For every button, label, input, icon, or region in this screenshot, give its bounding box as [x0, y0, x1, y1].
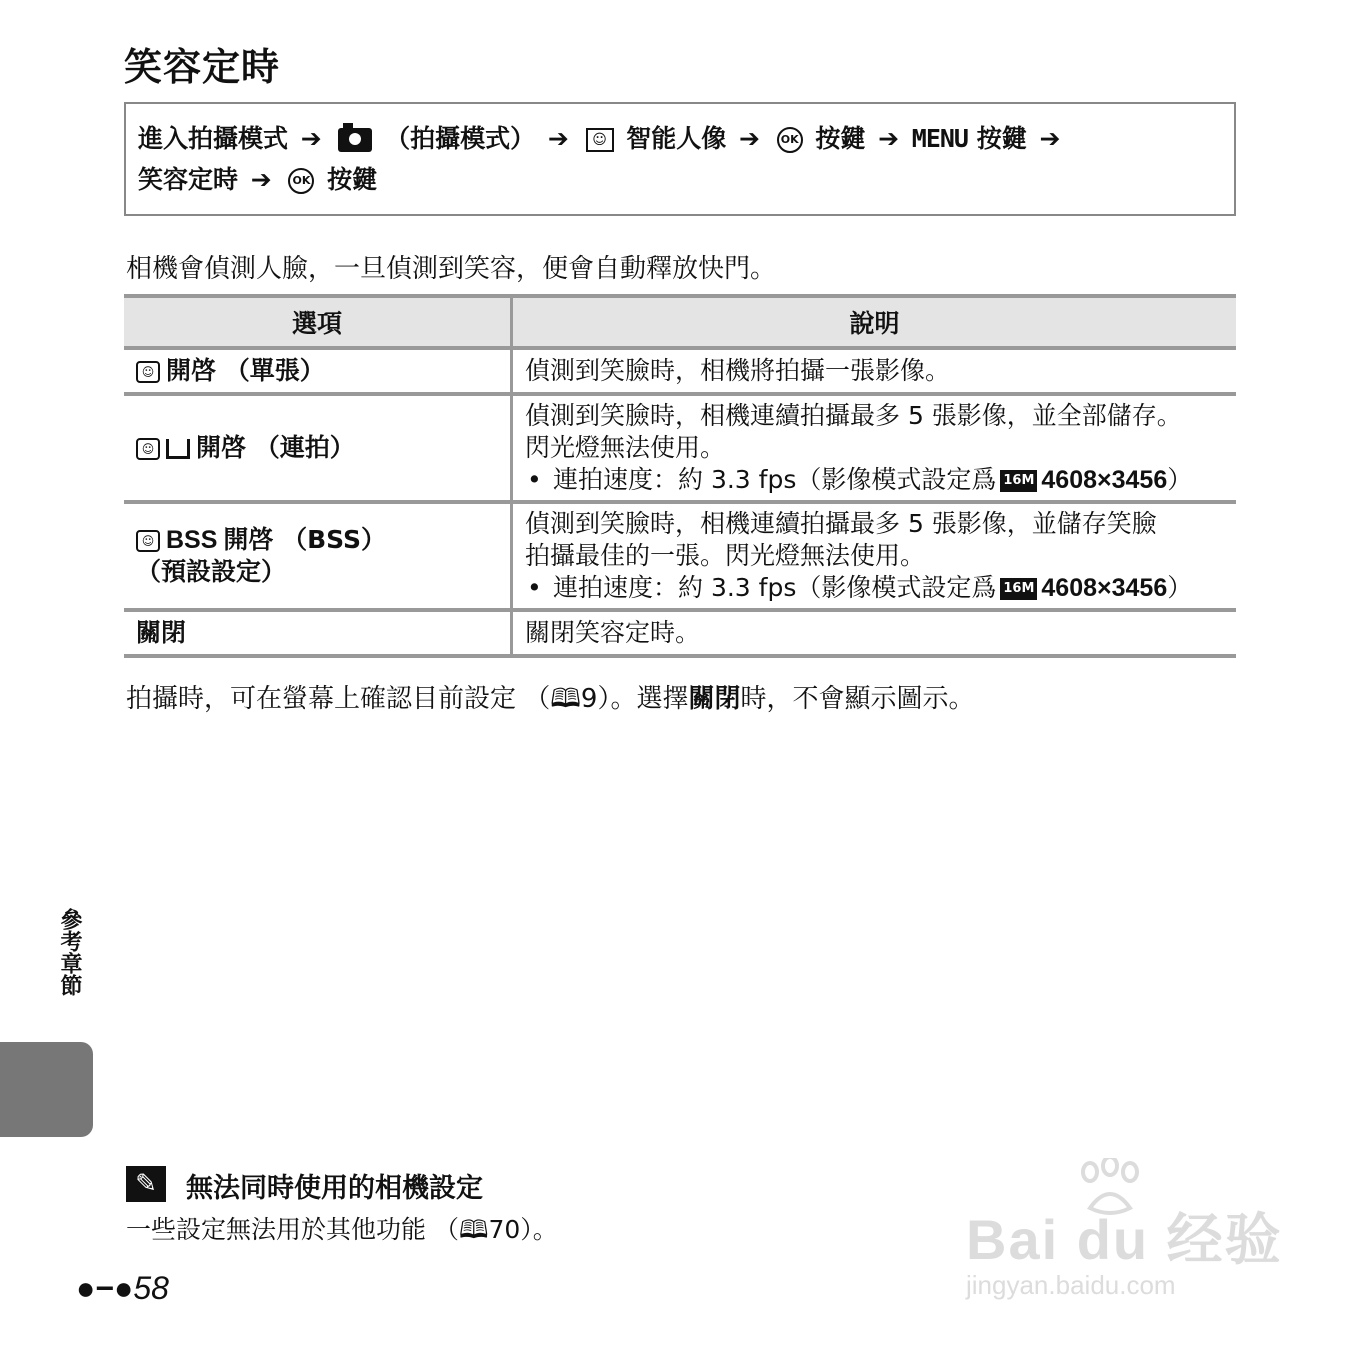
description-cell [512, 502, 1237, 610]
option-label: 開啓 （連拍） [196, 433, 355, 462]
bullet-item [525, 464, 1224, 496]
arrow-icon: ➔ [250, 165, 272, 194]
column-header-option: 選項 [124, 296, 512, 348]
nav-step-smart-portrait: 智能人像 [626, 124, 727, 153]
note-text [126, 1210, 558, 1254]
smile-timer-icon: ☺ [136, 361, 160, 383]
option-label: 關閉 [136, 618, 187, 647]
description-line: 拍攝最佳的一張。閃光燈無法使用。 [525, 541, 926, 570]
ok-button-icon: OK [288, 168, 314, 194]
options-table [124, 294, 1236, 658]
resolution-text: 4608×3456 [1041, 574, 1168, 602]
side-chapter-label: 參考章節 [57, 908, 82, 996]
option-label-default: （預設設定） [136, 557, 287, 586]
smart-portrait-icon: ☺ [586, 128, 614, 152]
table-row [124, 348, 1236, 394]
watermark [966, 1196, 1283, 1301]
menu-button-label: MENU [911, 124, 968, 153]
table-header-row [124, 296, 1236, 348]
after-text-bold: 關閉 [688, 684, 741, 714]
book-icon: 🕮 [550, 684, 581, 714]
page-number-value: 58 [133, 1270, 169, 1306]
watermark-logo-text: Bai du 经验 [966, 1208, 1283, 1271]
bullet-text: 連拍速度：約 3.3 fps（影像模式設定爲 [553, 465, 997, 494]
pencil-note-icon: ✎ [126, 1166, 166, 1202]
note-text-post: ）。 [520, 1215, 558, 1244]
table-row [124, 610, 1236, 656]
image-mode-16m-icon: 16M [1000, 470, 1037, 492]
ok-button-icon: OK [777, 127, 803, 153]
nav-step-button: 按鍵 [976, 124, 1027, 153]
reference-section-icon: ●−● [76, 1270, 134, 1306]
arrow-icon: ➔ [1039, 124, 1061, 153]
nav-step-button: 按鍵 [815, 124, 866, 153]
bullet-text: 連拍速度：約 3.3 fps（影像模式設定爲 [553, 573, 997, 602]
after-text-post: 時，不會顯示圖示。 [740, 684, 975, 714]
nav-step-shooting-mode: 進入拍攝模式 [138, 124, 289, 153]
nav-step-shooting-mode-label: （拍攝模式） [385, 124, 536, 153]
option-cell [124, 610, 512, 656]
note-text-pre: 一些設定無法用於其他功能 （ [126, 1215, 459, 1244]
bullet-item [525, 572, 1224, 604]
page-reference-link[interactable]: 70 [488, 1215, 521, 1244]
description-line: 偵測到笑臉時，相機連續拍攝最多 5 張影像，並儲存笑臉 [525, 509, 1157, 538]
nav-line-2 [138, 159, 1222, 200]
option-label: 開啓 （單張） [166, 356, 325, 385]
after-table-text [126, 678, 975, 724]
page-reference-link[interactable]: 9 [580, 684, 598, 714]
nav-step-button: 按鍵 [327, 165, 378, 194]
table-row [124, 394, 1236, 502]
description-line: 閃光燈無法使用。 [525, 433, 726, 462]
option-label: 開啓 （BSS） [223, 525, 387, 554]
bss-icon: BSS [166, 526, 218, 554]
camera-icon [338, 128, 372, 152]
resolution-text: 4608×3456 [1041, 466, 1168, 494]
arrow-icon: ➔ [878, 124, 900, 153]
arrow-icon: ➔ [300, 124, 322, 153]
after-text-mid: ）。選擇 [597, 684, 689, 714]
after-text-pre: 拍攝時，可在螢幕上確認目前設定 （ [126, 684, 551, 714]
page-number [76, 1270, 169, 1307]
continuous-shooting-icon [166, 439, 190, 459]
description-cell [512, 348, 1237, 394]
watermark-url: jingyan.baidu.com [966, 1270, 1176, 1300]
column-header-description: 說明 [512, 296, 1237, 348]
navigation-path-box [124, 102, 1236, 216]
intro-text: 相機會偵測人臉，一旦偵測到笑容，便會自動釋放快門。 [126, 254, 777, 284]
nav-step-smile-timer: 笑容定時 [138, 165, 239, 194]
description-cell [512, 394, 1237, 502]
description-cell [512, 610, 1237, 656]
option-cell [124, 348, 512, 394]
arrow-icon: ➔ [738, 124, 760, 153]
table-row [124, 502, 1236, 610]
description-line: 偵測到笑臉時，相機將拍攝一張影像。 [525, 356, 951, 385]
bullet-text-end: ） [1167, 465, 1193, 494]
option-cell [124, 394, 512, 502]
note-title: 無法同時使用的相機設定 [186, 1173, 483, 1204]
description-line: 關閉笑容定時。 [525, 618, 701, 647]
page-title: 笑容定時 [124, 45, 281, 89]
arrow-icon: ➔ [547, 124, 569, 153]
bullet-text-end: ） [1167, 573, 1193, 602]
book-icon: 🕮 [458, 1215, 489, 1244]
nav-line-1 [138, 118, 1222, 159]
description-line: 偵測到笑臉時，相機連續拍攝最多 5 張影像，並全部儲存。 [525, 401, 1182, 430]
option-cell [124, 502, 512, 610]
image-mode-16m-icon: 16M [1000, 578, 1037, 600]
smile-timer-icon: ☺ [136, 438, 160, 460]
smile-timer-icon: ☺ [136, 530, 160, 552]
side-chapter-tab [0, 1042, 93, 1137]
